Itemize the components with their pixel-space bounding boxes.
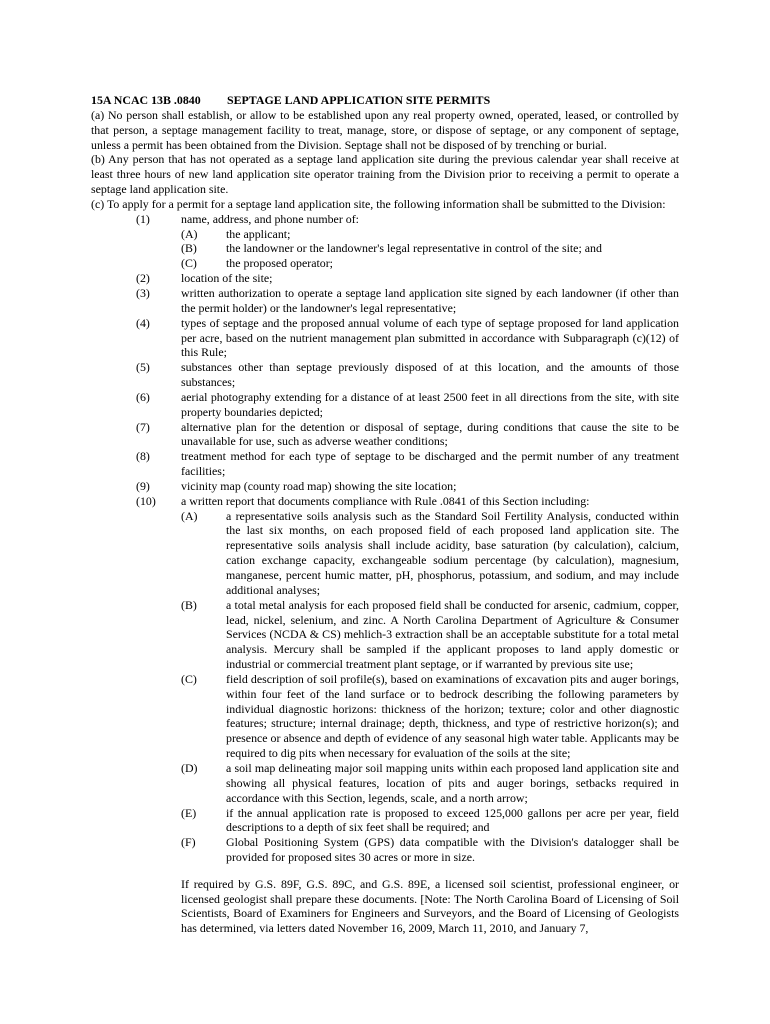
sub-item-text: a representative soils analysis such as the Standard Soil Fertility Analysis, conducted within the last six months, on each proposed field of each proposed land application site. The representative soils analysis shall include acidity, base saturation (by calculation), calcium, cation exchange capacity, exchangeable sodium percentage (by calculation), magnesium, manganese, percent humic matter, pH, phosphorus, potassium, and sodium, and may include additional analyses; bbox=[226, 508, 679, 597]
sub-item bbox=[181, 806, 679, 836]
sub-item-letter: (A) bbox=[181, 226, 198, 241]
sub-item bbox=[181, 598, 679, 672]
list-item bbox=[91, 271, 679, 286]
sub-item-text: the landowner or the landowner's legal representative in control of the site; and bbox=[226, 241, 602, 256]
list-item bbox=[91, 390, 679, 420]
item-text: vicinity map (county road map) showing the site location; bbox=[181, 478, 457, 493]
sub-item-text: Global Positioning System (GPS) data compatible with the Division's datalogger shall be provided for proposed sites 30 acres or more in size. bbox=[226, 835, 679, 865]
item-text: aerial photography extending for a distance of at least 2500 feet in all directions from the site, with site property boundaries depicted; bbox=[181, 389, 679, 419]
sub-item-text: the proposed operator; bbox=[226, 256, 333, 271]
rule-title: SEPTAGE LAND APPLICATION SITE PERMITS bbox=[227, 93, 491, 107]
item-number: (1) bbox=[136, 211, 150, 226]
sub-item-letter: (B) bbox=[181, 241, 197, 256]
sub-item bbox=[181, 761, 679, 806]
licensing-note: If required by G.S. 89F, G.S. 89C, and G.S. 89E, a licensed soil scientist, professional engineer, or licensed geologist shall prepare these documents. [Note: The North Carolina Board of Licensing of Soil Scientists, Board of Examiners for Engineers and Surveyors, and the Board of Licensing of Geologists has determined, via letters dated November 16, 2009, March 11, 2010, and January 7, bbox=[181, 876, 679, 936]
list-item bbox=[91, 420, 679, 450]
item-text: a written report that documents compliance with Rule .0841 of this Section including: bbox=[181, 493, 590, 508]
sub-item bbox=[181, 672, 679, 761]
list-item bbox=[91, 316, 679, 361]
paragraph-c: (c) To apply for a permit for a septage land application site, the following information shall be submitted to the Division: bbox=[91, 196, 666, 211]
item-text: types of septage and the proposed annual volume of each type of septage proposed for land application per acre, based on the nutrient management plan submitted in accordance with Subparagraph (c)(12) of this Rule; bbox=[181, 315, 679, 360]
item-text: written authorization to operate a septage land application site signed by each landowner (if other than the permit holder) or the landowner's legal representative; bbox=[181, 285, 679, 315]
sub-item bbox=[181, 509, 679, 598]
sub-item bbox=[181, 256, 679, 271]
item-text: location of the site; bbox=[181, 271, 273, 286]
list-item bbox=[91, 286, 679, 316]
paragraph-b: (b) Any person that has not operated as a septage land application site during the previous calendar year shall receive at least three hours of new land application site operator training from the Division prior to receiving a permit to operate a septage land application site. bbox=[91, 152, 679, 197]
sub-item-letter: (C) bbox=[181, 671, 197, 686]
sub-item bbox=[181, 227, 679, 242]
list-item bbox=[91, 494, 679, 509]
item-number: (2) bbox=[136, 271, 150, 286]
sub-item-text: field description of soil profile(s), based on examinations of excavation pits and auger borings, within four feet of the land surface or to bedrock describing the following parameters by individual diagnostic horizons: thickness of the horizon; texture; color and other diagnostic features; structure; internal drainage; depth, thickness, and type of restrictive horizon(s); and presence or absence and depth of evidence of any seasonal high water table. Applicants may be required to dig pits when necessary for evaluation of the soils at the site; bbox=[226, 671, 679, 761]
item-text: substances other than septage previously disposed of at this location, and the amounts of those substances; bbox=[181, 360, 679, 390]
document-page bbox=[91, 93, 679, 948]
sub-item bbox=[181, 835, 679, 865]
sub-item-letter: (D) bbox=[181, 760, 198, 775]
sub-item bbox=[181, 241, 679, 256]
paragraph-a: (a) No person shall establish, or allow to be established upon any real property owned, operated, leased, or controlled by that person, a septage management facility to treat, manage, store, or dispose of septage, or any component of septage, unless a permit has been obtained from the Division. Septage shall not be disposed of by trenching or burial. bbox=[91, 107, 679, 152]
sub-item-letter: (B) bbox=[181, 597, 197, 612]
sub-item-text: a total metal analysis for each proposed field shall be conducted for arsenic, cadmium, copper, lead, nickel, selenium, and zinc. A North Carolina Department of Agriculture & Consumer Services (NCDA & CS) mehlich-3 extraction shall be an acceptable substitute for a total metal analysis. Mercury shall be sampled if the applicant proposes to land apply domestic or industrial or commercial treatment plant septage, or if warranted by previous site use; bbox=[226, 597, 679, 672]
item-number: (6) bbox=[136, 389, 150, 404]
rule-code: 15A NCAC 13B .0840 bbox=[91, 93, 201, 107]
list-item bbox=[91, 212, 679, 227]
sub-item-text: if the annual application rate is proposed to exceed 125,000 gallons per acre per year, field descriptions to a depth of six feet shall be required; and bbox=[226, 805, 679, 835]
rule-heading bbox=[91, 93, 679, 108]
sub-item-letter: (E) bbox=[181, 805, 197, 820]
item-text: name, address, and phone number of: bbox=[181, 211, 359, 226]
sub-item-text: a soil map delineating major soil mapping units within each proposed land application site and showing all physical features, location of pits and auger borings, setbacks required in accordance with this Section, legends, scale, and a north arrow; bbox=[226, 760, 679, 805]
item-number: (7) bbox=[136, 419, 150, 434]
item-number: (3) bbox=[136, 285, 150, 300]
item-number: (5) bbox=[136, 360, 150, 375]
item-number: (9) bbox=[136, 478, 150, 493]
sub-item-letter: (F) bbox=[181, 835, 196, 850]
list-item bbox=[91, 479, 679, 494]
sub-item-letter: (A) bbox=[181, 508, 198, 523]
list-item bbox=[91, 360, 679, 390]
item-number: (10) bbox=[136, 493, 156, 508]
item-text: alternative plan for the detention or disposal of septage, during conditions that cause the site to be unavailable for use, such as adverse weather conditions; bbox=[181, 419, 679, 449]
item-number: (8) bbox=[136, 449, 150, 464]
list-item bbox=[91, 449, 679, 479]
sub-item-letter: (C) bbox=[181, 256, 197, 271]
item-text: treatment method for each type of septage to be discharged and the permit number of any treatment facilities; bbox=[181, 449, 679, 479]
sub-item-text: the applicant; bbox=[226, 226, 291, 241]
item-number: (4) bbox=[136, 315, 150, 330]
